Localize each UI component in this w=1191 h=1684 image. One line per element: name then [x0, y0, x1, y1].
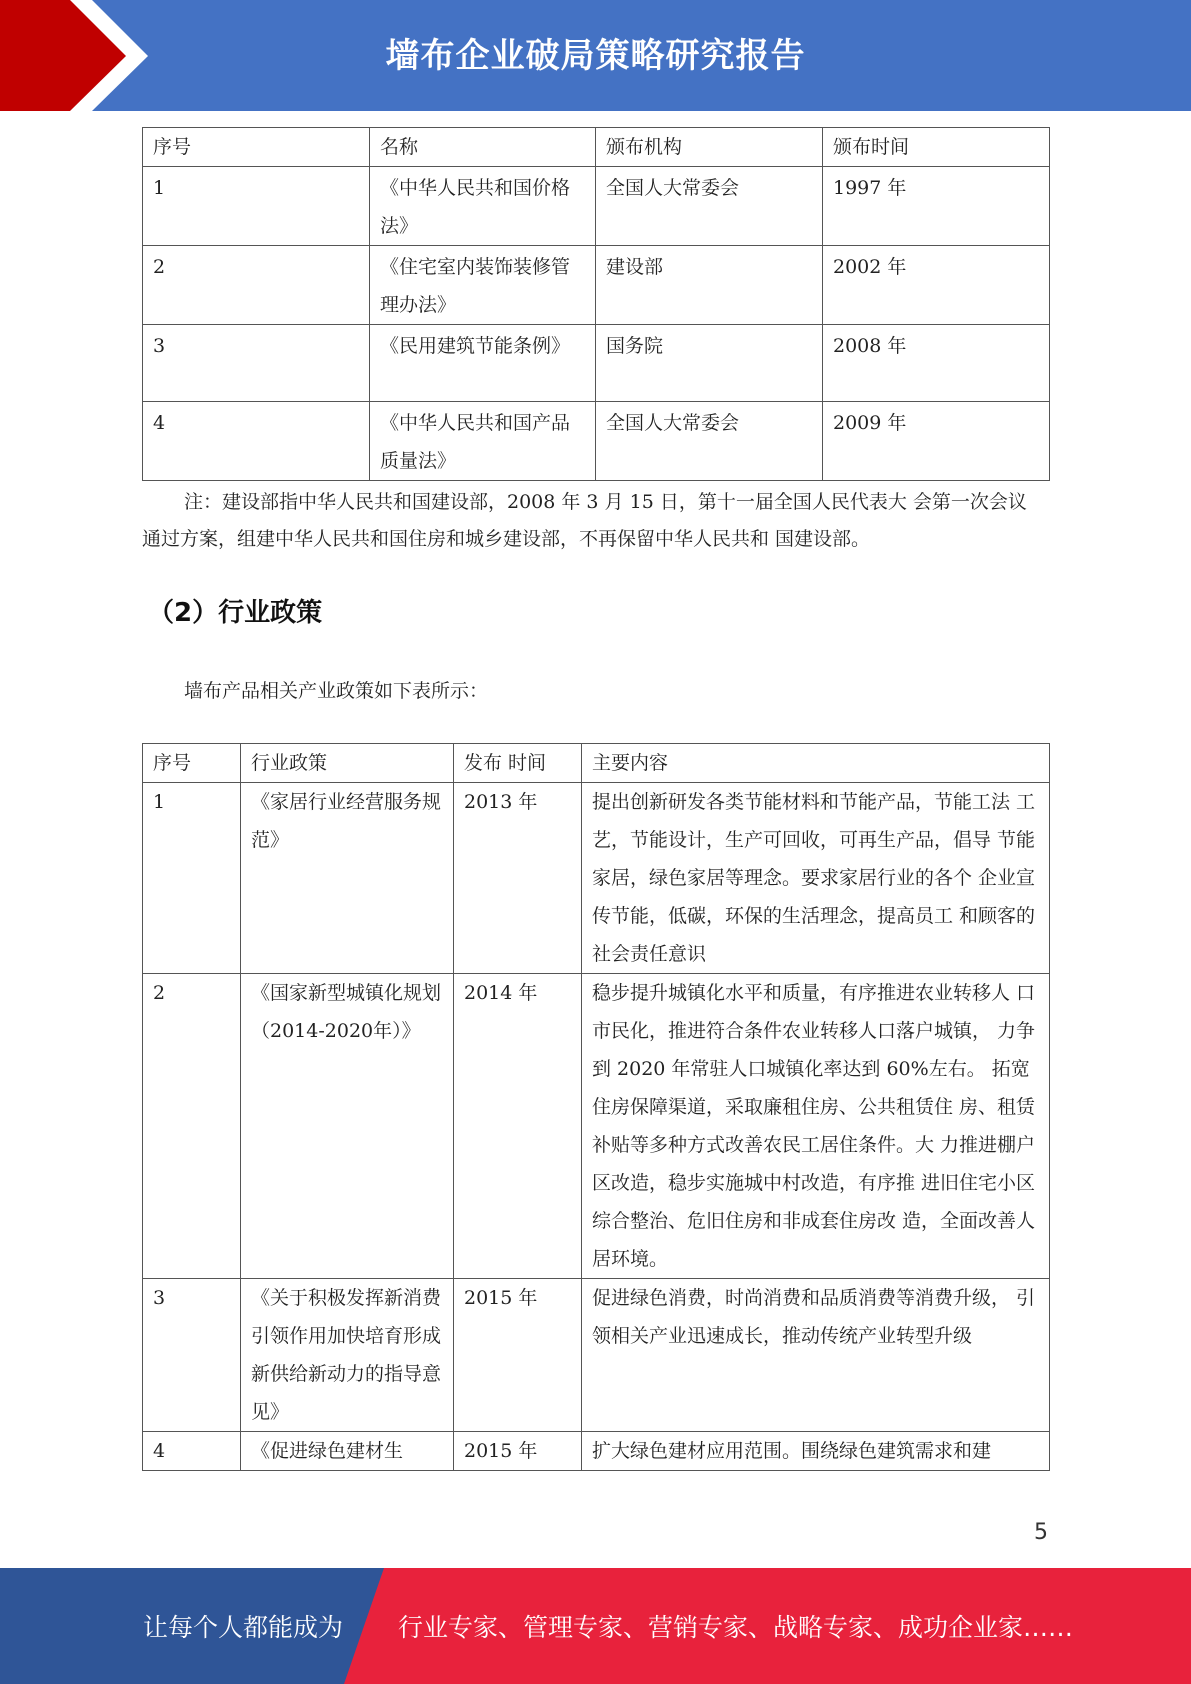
table-header-row: [143, 128, 1050, 167]
page-number: 5: [1034, 1520, 1048, 1545]
policy-name: 《国家新型城镇化规划（2014-2020年）》: [241, 974, 454, 1279]
column-header: 发布 时间: [454, 744, 582, 783]
publish-date: 2014 年: [454, 974, 582, 1279]
industry-policy-table: [142, 743, 1050, 1471]
table-row: [143, 1432, 1050, 1471]
row-number: 4: [143, 1432, 241, 1471]
table-row: [143, 325, 1050, 402]
issuer: 国务院: [596, 325, 823, 402]
policy-name: 《促进绿色建材生: [241, 1432, 454, 1471]
table-header-row: [143, 744, 1050, 783]
issuer: 全国人大常委会: [596, 167, 823, 246]
policy-content: 提出创新研发各类节能材料和节能产品，节能工法 工艺，节能设计，生产可回收，可再生产品，倡导 节能家居，绿色家居等理念。要求家居行业的各个 企业宣传节能，低碳，环保的生活理念，提高员工 和顾客的社会责任意识: [582, 783, 1050, 974]
law-name: 《民用建筑节能条例》: [370, 325, 596, 402]
table-row: [143, 402, 1050, 481]
page-footer: [0, 1568, 1191, 1684]
law-name: 《中华人民共和国价格法》: [370, 167, 596, 246]
issue-date: 2002 年: [823, 246, 1050, 325]
policy-name: 《关于积极发挥新消费引领作用加快培育形成新供给新动力的指导意见》: [241, 1279, 454, 1432]
publish-date: 2013 年: [454, 783, 582, 974]
issue-date: 2009 年: [823, 402, 1050, 481]
column-header: 序号: [143, 744, 241, 783]
column-header: 颁布时间: [823, 128, 1050, 167]
footer-slogan-left: 让每个人都能成为: [143, 1613, 344, 1642]
row-number: 3: [143, 325, 370, 402]
footer-slogan-right: 行业专家、管理专家、营销专家、战略专家、成功企业家……: [398, 1613, 1074, 1642]
row-number: 2: [143, 974, 241, 1279]
section-intro: 墙布产品相关产业政策如下表所示：: [184, 680, 489, 702]
laws-table: [142, 127, 1050, 481]
row-number: 1: [143, 167, 370, 246]
section-heading: （2）行业政策: [148, 598, 323, 628]
table-row: [143, 783, 1050, 974]
column-header: 主要内容: [582, 744, 1050, 783]
table-row: [143, 974, 1050, 1279]
law-name: 《住宅室内装饰装修管理办法》: [370, 246, 596, 325]
column-header: 颁布机构: [596, 128, 823, 167]
table-note: 注：建设部指中华人民共和国建设部，2008 年 3 月 15 日，第十一届全国人民代表大 会第一次会议通过方案，组建中华人民共和国住房和城乡建设部，不再保留中华人民共和 国建设部。: [142, 491, 1027, 550]
column-header: 序号: [143, 128, 370, 167]
column-header: 行业政策: [241, 744, 454, 783]
report-title: 墙布企业破局策略研究报告: [385, 36, 806, 76]
table-row: [143, 167, 1050, 246]
column-header: 名称: [370, 128, 596, 167]
table-row: [143, 1279, 1050, 1432]
policy-name: 《家居行业经营服务规范》: [241, 783, 454, 974]
issuer: 建设部: [596, 246, 823, 325]
law-name: 《中华人民共和国产品质量法》: [370, 402, 596, 481]
issuer: 全国人大常委会: [596, 402, 823, 481]
policy-content: 稳步提升城镇化水平和质量，有序推进农业转移人 口市民化，推进符合条件农业转移人口落户城镇， 力争到 2020 年常驻人口城镇化率达到 60%左右。 拓宽住房保障渠道，采取廉租住房、公共租赁住 房、租赁补贴等多种方式改善农民工居住条件。大 力推进棚户区改造，稳步实施城中村改造，有序推 进旧住宅小区综合整治、危旧住房和非成套住房改 造，全面改善人居环境。: [582, 974, 1050, 1279]
publish-date: 2015 年: [454, 1432, 582, 1471]
publish-date: 2015 年: [454, 1279, 582, 1432]
page-header: [0, 0, 1191, 111]
issue-date: 2008 年: [823, 325, 1050, 402]
row-number: 4: [143, 402, 370, 481]
policy-content: 促进绿色消费，时尚消费和品质消费等消费升级， 引领相关产业迅速成长，推动传统产业转型升级: [582, 1279, 1050, 1432]
row-number: 1: [143, 783, 241, 974]
row-number: 3: [143, 1279, 241, 1432]
issue-date: 1997 年: [823, 167, 1050, 246]
row-number: 2: [143, 246, 370, 325]
table-row: [143, 246, 1050, 325]
policy-content: 扩大绿色建材应用范围。围绕绿色建筑需求和建: [582, 1432, 1050, 1471]
